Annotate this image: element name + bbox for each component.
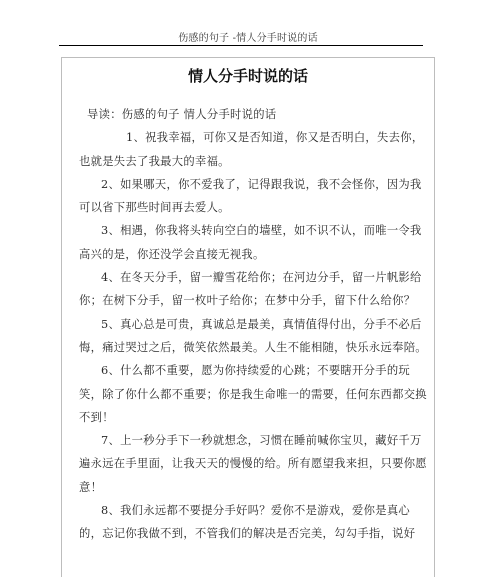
paragraph: 7、上一秒分手下一秒就想念，习惯在睡前喊你宝贝，藏好千万遍永远在手里面，让我天天的慢慢的给。所有愿望我来担，只要你愿意！ (79, 434, 427, 494)
header-title: 伤感的句子 -情人分手时说的话 (178, 33, 318, 44)
document-body (79, 103, 429, 546)
header-divider (59, 45, 423, 46)
document-title: 情人分手时说的话 (187, 67, 308, 85)
paragraph: 1、祝我幸福，可你又是否知道，你又是否明白，失去你，也就是失去了我最大的幸福。 (79, 131, 424, 168)
paragraph: 6、什么都不重要，愿为你持续爱的心跳；不要瞎开分手的玩笑，除了你什么都不重要；你是我生命唯一的需要，任何东西都交换不到！ (79, 364, 427, 424)
paragraph: 2、如果哪天，你不爱我了，记得跟我说，我不会怪你，因为我可以省下那些时间再去爱人。 (79, 177, 422, 215)
paragraph: 8、我们永远都不要提分手好吗？爱你不是游戏，爱你是真心的，忘记你我做不到，不管我们的解决是否完美，勾勾手指，说好 (79, 504, 416, 541)
page-header (0, 0, 496, 44)
paragraph: 5、真心总是可贵，真诚总是最美，真情值得付出，分手不必后悔，痛过哭过之后，微笑依然最美。人生不能相随，快乐永远奉陪。 (79, 317, 427, 354)
paragraph: 3、相遇，你我将头转向空白的墙壁，如不识不认，而唯一令我高兴的是，你还没学会直接无视我。 (79, 224, 422, 261)
document-intro: 导读：伤感的句子 情人分手时说的话 (87, 108, 277, 121)
paragraph: 4、在冬天分手，留一瓣雪花给你；在河边分手，留一片帆影给你；在树下分手，留一枚叶子给你；在梦中分手，留下什么给你？ (79, 271, 422, 308)
